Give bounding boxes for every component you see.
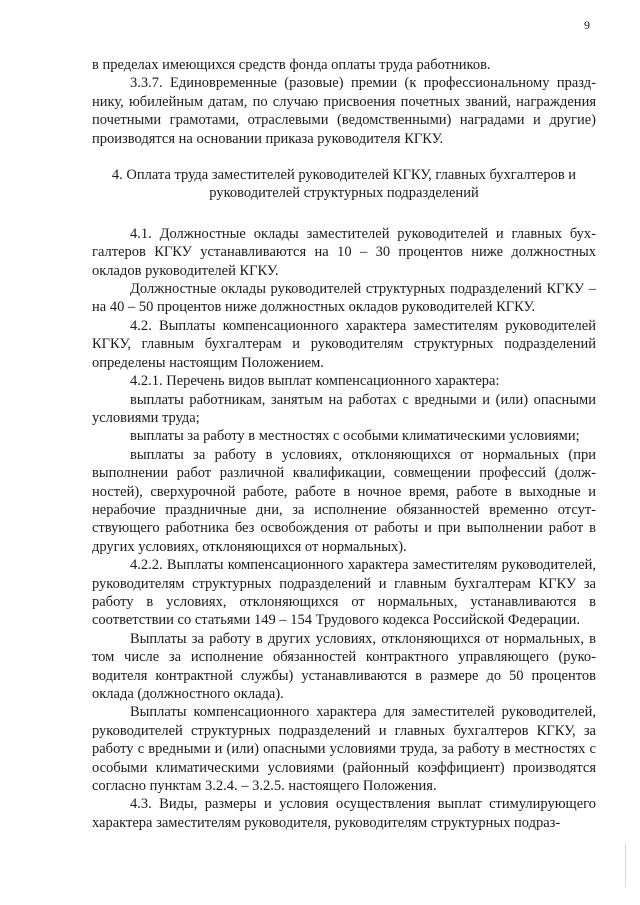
paragraph-contract-manager-payments: Выплаты за работу в других условиях, отклоняющихся от нормальных, в том числе за исполнение обязанностей контрактного управляющего (руководителя контрактной службы) устанавливаются в размере до 50 процентов оклада (должностного оклада). xyxy=(92,630,596,702)
paragraph-continuation: в пределах имеющихся средств фонда оплаты труда работников. xyxy=(92,57,491,73)
paragraph-4-2-1: 4.2.1. Перечень видов выплат компенсационного характера: xyxy=(130,373,500,390)
section-heading-4: 4. Оплата труда заместителей руководителей КГКУ, главных бухгалтеров и руководителей структурных подразделений xyxy=(111,167,577,202)
paragraph-4-1: 4.1. Должностные оклады заместителей руководителей и главных бухгалтеров КГКУ устанавливаются на 10 – 30 процентов ниже должностных окладов руководителей КГКУ. xyxy=(92,225,596,279)
page-number: 9 xyxy=(584,18,590,32)
paragraph-compensation-payments: Выплаты компенсационного характера для заместителей руководителей, руководителей структурных подразделений и главных бухгалтеров КГКУ, за работу с вредными и (или) опасными условиями труда, за работу в местностях с особыми климатическими условиями (районный коэффициент) производятся согласно пунктам 3.2.4. – 3.2.5. настоящего Положения. xyxy=(92,704,596,795)
list-item-harmful-conditions: выплаты работникам, занятым на работах с вредными и (или) опасными условиями труда; xyxy=(92,391,596,426)
paragraph-4-3: 4.3. Виды, размеры и условия осуществления выплат стимулирующего характера заместителям руководителя, руководителям структурных подраз- xyxy=(92,796,596,831)
document-body xyxy=(92,56,596,832)
list-item-abnormal-conditions: выплаты за работу в условиях, отклоняющихся от нормальных (при выполнении работ различной квалификации, совмещении профессий (должностей), сверхурочной работе, работе в ночное время, работе в выходные и нерабочие праздничные дни, за исполнение обязанностей временно отсутствующего работника без освобождения от работы и при выполнении работ в других условиях, отклоняющихся от нормальных). xyxy=(92,446,596,555)
list-item-climatic-conditions: выплаты за работу в местностях с особыми климатическими условиями; xyxy=(130,428,580,445)
scan-edge-mark xyxy=(625,843,626,887)
paragraph-4-2-2: 4.2.2. Выплаты компенсационного характера заместителям руководителей, руководителям структурных подразделений и главным бухгалтерам КГКУ за работу в условиях, отклоняющихся от нормальных, устанавливаются в соответствии со статьями 149 – 154 Трудового кодекса Российской Федерации. xyxy=(92,557,596,629)
paragraph-structural-heads-salary: Должностные оклады руководителей структурных подразделений КГКУ – на 40 – 50 процентов ниже должностных окладов руководителей КГКУ. xyxy=(92,281,596,316)
paragraph-3-3-7: 3.3.7. Единовременные (разовые) премии (к профессиональному празднику, юбилейным датам, по случаю присвоения почетных званий, награждения почетными грамотами, отраслевыми (ведомственными) наградами и другие) производятся на основании приказа руководителя КГКУ. xyxy=(92,75,596,147)
paragraph-4-2: 4.2. Выплаты компенсационного характера заместителям руководителей КГКУ, главным бухгалтерам и руководителям структурных подразделений определены настоящим Положением. xyxy=(92,317,596,371)
